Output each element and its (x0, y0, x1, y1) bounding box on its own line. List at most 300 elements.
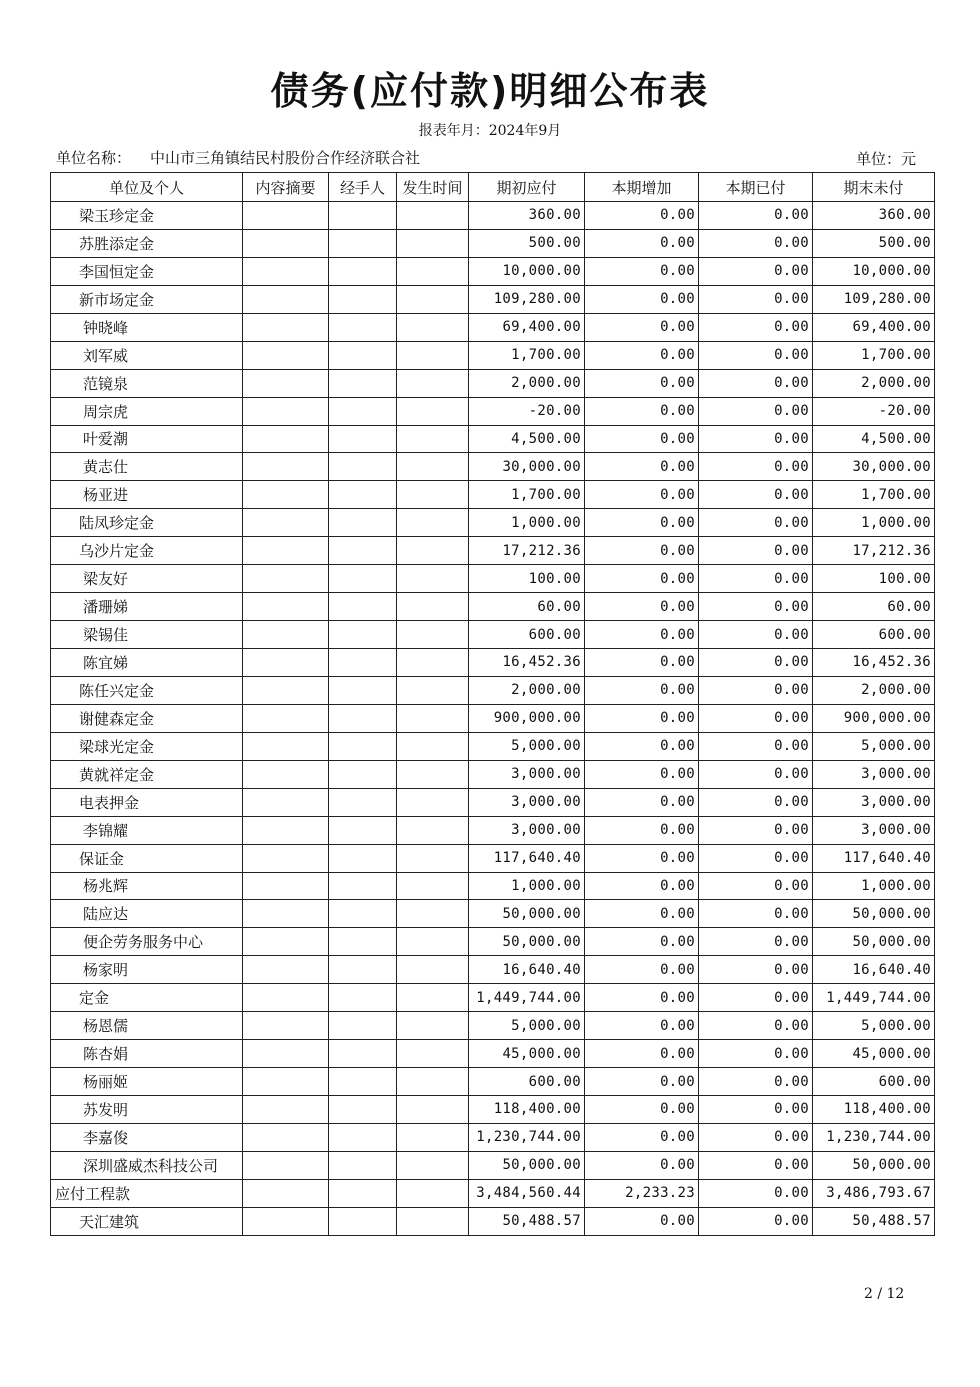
cell-name: 天汇建筑 (51, 1207, 243, 1235)
table-row (51, 760, 935, 788)
cell-period-increase: 0.00 (585, 481, 699, 509)
cell-summary (243, 760, 329, 788)
cell-summary (243, 1012, 329, 1040)
cell-period-paid: 0.00 (699, 900, 813, 928)
cell-opening-payable: 1,000.00 (469, 872, 585, 900)
cell-date (397, 341, 469, 369)
cell-name: 黄志仕 (51, 453, 243, 481)
cell-handler (329, 1068, 397, 1096)
cell-opening-payable: 50,000.00 (469, 1151, 585, 1179)
table-row (51, 593, 935, 621)
cell-date (397, 676, 469, 704)
cell-period-paid: 0.00 (699, 481, 813, 509)
cell-period-paid: 0.00 (699, 928, 813, 956)
table-row (51, 1040, 935, 1068)
cell-closing-unpaid: 1,700.00 (813, 341, 935, 369)
cell-handler (329, 844, 397, 872)
cell-period-increase: 0.00 (585, 1123, 699, 1151)
table-row (51, 676, 935, 704)
cell-opening-payable: 10,000.00 (469, 257, 585, 285)
cell-name: 黄就祥定金 (51, 760, 243, 788)
cell-opening-payable: 69,400.00 (469, 313, 585, 341)
cell-date (397, 425, 469, 453)
cell-closing-unpaid: 360.00 (813, 202, 935, 230)
table-body (51, 202, 935, 1236)
cell-handler (329, 537, 397, 565)
cell-summary (243, 1096, 329, 1124)
report-date: 报表年月：2024年9月 (418, 123, 562, 139)
cell-opening-payable: 1,449,744.00 (469, 984, 585, 1012)
cell-summary (243, 1207, 329, 1235)
cell-closing-unpaid: 69,400.00 (813, 313, 935, 341)
cell-handler (329, 816, 397, 844)
cell-handler (329, 285, 397, 313)
cell-handler (329, 509, 397, 537)
cell-closing-unpaid: 1,700.00 (813, 481, 935, 509)
cell-period-increase: 0.00 (585, 1207, 699, 1235)
cell-opening-payable: 118,400.00 (469, 1096, 585, 1124)
cell-name: 应付工程款 (51, 1179, 243, 1207)
table-row (51, 397, 935, 425)
cell-period-paid: 0.00 (699, 229, 813, 257)
cell-period-increase: 0.00 (585, 760, 699, 788)
table-row (51, 1151, 935, 1179)
cell-period-increase: 0.00 (585, 1151, 699, 1179)
table-row (51, 481, 935, 509)
cell-period-increase: 0.00 (585, 509, 699, 537)
table-row (51, 229, 935, 257)
cell-opening-payable: 16,640.40 (469, 956, 585, 984)
cell-handler (329, 593, 397, 621)
cell-opening-payable: 360.00 (469, 202, 585, 230)
table-row (51, 257, 935, 285)
cell-closing-unpaid: 50,488.57 (813, 1207, 935, 1235)
cell-handler (329, 257, 397, 285)
cell-period-increase: 0.00 (585, 565, 699, 593)
table-row (51, 844, 935, 872)
cell-date (397, 704, 469, 732)
cell-closing-unpaid: 10,000.00 (813, 257, 935, 285)
cell-date (397, 649, 469, 677)
cell-handler (329, 956, 397, 984)
cell-period-increase: 0.00 (585, 984, 699, 1012)
cell-period-increase: 0.00 (585, 202, 699, 230)
cell-opening-payable: 117,640.40 (469, 844, 585, 872)
cell-name: 叶爱潮 (51, 425, 243, 453)
cell-opening-payable: 4,500.00 (469, 425, 585, 453)
cell-summary (243, 788, 329, 816)
cell-date (397, 1151, 469, 1179)
cell-closing-unpaid: 30,000.00 (813, 453, 935, 481)
cell-period-paid: 0.00 (699, 1179, 813, 1207)
cell-name: 保证金 (51, 844, 243, 872)
cell-name: 陆应达 (51, 900, 243, 928)
cell-name: 陆凤珍定金 (51, 509, 243, 537)
cell-closing-unpaid: 5,000.00 (813, 1012, 935, 1040)
cell-period-increase: 0.00 (585, 900, 699, 928)
cell-summary (243, 229, 329, 257)
cell-name: 陈任兴定金 (51, 676, 243, 704)
cell-name: 新市场定金 (51, 285, 243, 313)
cell-summary (243, 928, 329, 956)
cell-closing-unpaid: 900,000.00 (813, 704, 935, 732)
cell-date (397, 285, 469, 313)
cell-name: 杨恩儒 (51, 1012, 243, 1040)
cell-date (397, 369, 469, 397)
cell-summary (243, 369, 329, 397)
cell-date (397, 1123, 469, 1151)
cell-date (397, 1179, 469, 1207)
cell-handler (329, 1123, 397, 1151)
cell-name: 杨亚进 (51, 481, 243, 509)
header-cell: 单位及个人 (51, 173, 243, 202)
cell-name: 梁友好 (51, 565, 243, 593)
table-row (51, 1012, 935, 1040)
cell-period-paid: 0.00 (699, 649, 813, 677)
cell-period-increase: 0.00 (585, 341, 699, 369)
table-row (51, 649, 935, 677)
cell-opening-payable: 2,000.00 (469, 369, 585, 397)
cell-handler (329, 621, 397, 649)
table-row (51, 732, 935, 760)
cell-name: 李国恒定金 (51, 257, 243, 285)
cell-period-paid: 0.00 (699, 676, 813, 704)
cell-name: 陈宜娣 (51, 649, 243, 677)
cell-period-increase: 0.00 (585, 229, 699, 257)
table-row (51, 704, 935, 732)
cell-summary (243, 257, 329, 285)
cell-closing-unpaid: 1,000.00 (813, 872, 935, 900)
cell-closing-unpaid: 600.00 (813, 621, 935, 649)
table-row (51, 565, 935, 593)
cell-period-paid: 0.00 (699, 1123, 813, 1151)
cell-handler (329, 341, 397, 369)
page-title: 债务(应付款)明细公布表 (270, 69, 710, 113)
cell-closing-unpaid: 2,000.00 (813, 676, 935, 704)
cell-period-paid: 0.00 (699, 202, 813, 230)
cell-period-increase: 0.00 (585, 621, 699, 649)
header-cell: 本期已付 (699, 173, 813, 202)
cell-closing-unpaid: 50,000.00 (813, 928, 935, 956)
cell-closing-unpaid: 1,000.00 (813, 509, 935, 537)
cell-handler (329, 397, 397, 425)
cell-date (397, 1040, 469, 1068)
cell-period-paid: 0.00 (699, 788, 813, 816)
cell-opening-payable: 2,000.00 (469, 676, 585, 704)
cell-period-increase: 0.00 (585, 816, 699, 844)
header-cell: 期末未付 (813, 173, 935, 202)
cell-summary (243, 397, 329, 425)
cell-handler (329, 313, 397, 341)
cell-summary (243, 1068, 329, 1096)
cell-closing-unpaid: 16,452.36 (813, 649, 935, 677)
cell-closing-unpaid: 4,500.00 (813, 425, 935, 453)
cell-name: 陈杏娟 (51, 1040, 243, 1068)
table-row (51, 453, 935, 481)
cell-summary (243, 481, 329, 509)
cell-period-paid: 0.00 (699, 1096, 813, 1124)
cell-date (397, 788, 469, 816)
cell-name: 李嘉俊 (51, 1123, 243, 1151)
cell-date (397, 1068, 469, 1096)
cell-date (397, 565, 469, 593)
cell-handler (329, 481, 397, 509)
cell-period-paid: 0.00 (699, 257, 813, 285)
cell-opening-payable: 50,000.00 (469, 900, 585, 928)
cell-date (397, 481, 469, 509)
cell-date (397, 928, 469, 956)
cell-date (397, 257, 469, 285)
cell-name: 刘军威 (51, 341, 243, 369)
cell-name: 谢健森定金 (51, 704, 243, 732)
cell-summary (243, 1179, 329, 1207)
cell-closing-unpaid: 3,486,793.67 (813, 1179, 935, 1207)
cell-closing-unpaid: 1,449,744.00 (813, 984, 935, 1012)
table-row (51, 621, 935, 649)
cell-period-increase: 0.00 (585, 872, 699, 900)
cell-date (397, 621, 469, 649)
cell-name: 梁锡佳 (51, 621, 243, 649)
unit-name-label: 单位名称： (56, 149, 132, 167)
cell-name: 苏胜添定金 (51, 229, 243, 257)
cell-handler (329, 1012, 397, 1040)
cell-handler (329, 984, 397, 1012)
cell-period-increase: 0.00 (585, 676, 699, 704)
cell-closing-unpaid: 3,000.00 (813, 788, 935, 816)
cell-period-paid: 0.00 (699, 537, 813, 565)
payables-table (50, 172, 935, 1236)
table-row (51, 1207, 935, 1235)
cell-handler (329, 369, 397, 397)
cell-date (397, 509, 469, 537)
cell-period-paid: 0.00 (699, 704, 813, 732)
cell-closing-unpaid: 16,640.40 (813, 956, 935, 984)
cell-closing-unpaid: 3,000.00 (813, 816, 935, 844)
cell-period-increase: 0.00 (585, 1096, 699, 1124)
cell-period-increase: 0.00 (585, 844, 699, 872)
cell-handler (329, 760, 397, 788)
cell-name: 李锦耀 (51, 816, 243, 844)
cell-name: 杨家明 (51, 956, 243, 984)
cell-handler (329, 1040, 397, 1068)
cell-name: 潘珊娣 (51, 593, 243, 621)
table-row (51, 313, 935, 341)
cell-opening-payable: 3,484,560.44 (469, 1179, 585, 1207)
cell-period-increase: 0.00 (585, 649, 699, 677)
cell-period-paid: 0.00 (699, 425, 813, 453)
cell-handler (329, 704, 397, 732)
cell-summary (243, 844, 329, 872)
cell-period-paid: 0.00 (699, 1068, 813, 1096)
cell-date (397, 453, 469, 481)
cell-closing-unpaid: 45,000.00 (813, 1040, 935, 1068)
cell-summary (243, 202, 329, 230)
cell-handler (329, 649, 397, 677)
cell-closing-unpaid: 600.00 (813, 1068, 935, 1096)
cell-summary (243, 285, 329, 313)
table-row (51, 984, 935, 1012)
table-row (51, 956, 935, 984)
cell-period-paid: 0.00 (699, 1012, 813, 1040)
cell-date (397, 313, 469, 341)
cell-opening-payable: 60.00 (469, 593, 585, 621)
cell-name: 杨兆辉 (51, 872, 243, 900)
table-row (51, 1068, 935, 1096)
cell-period-paid: 0.00 (699, 760, 813, 788)
cell-period-paid: 0.00 (699, 509, 813, 537)
cell-date (397, 900, 469, 928)
cell-closing-unpaid: 2,000.00 (813, 369, 935, 397)
cell-period-paid: 0.00 (699, 732, 813, 760)
cell-period-paid: 0.00 (699, 341, 813, 369)
cell-period-paid: 0.00 (699, 593, 813, 621)
cell-period-increase: 0.00 (585, 425, 699, 453)
table-row (51, 285, 935, 313)
cell-closing-unpaid: 118,400.00 (813, 1096, 935, 1124)
cell-summary (243, 537, 329, 565)
cell-period-paid: 0.00 (699, 453, 813, 481)
cell-handler (329, 453, 397, 481)
cell-name: 深圳盛威杰科技公司 (51, 1151, 243, 1179)
cell-summary (243, 816, 329, 844)
cell-summary (243, 900, 329, 928)
cell-opening-payable: 3,000.00 (469, 816, 585, 844)
table-row (51, 537, 935, 565)
cell-opening-payable: 1,230,744.00 (469, 1123, 585, 1151)
cell-period-increase: 0.00 (585, 453, 699, 481)
cell-handler (329, 202, 397, 230)
cell-period-paid: 0.00 (699, 816, 813, 844)
table-row (51, 1096, 935, 1124)
cell-summary (243, 704, 329, 732)
cell-opening-payable: 1,700.00 (469, 341, 585, 369)
cell-handler (329, 425, 397, 453)
table-row (51, 202, 935, 230)
cell-period-increase: 0.00 (585, 732, 699, 760)
cell-date (397, 202, 469, 230)
cell-name: 梁球光定金 (51, 732, 243, 760)
cell-summary (243, 425, 329, 453)
cell-name: 杨丽姬 (51, 1068, 243, 1096)
cell-summary (243, 313, 329, 341)
cell-closing-unpaid: 500.00 (813, 229, 935, 257)
table-row (51, 900, 935, 928)
cell-closing-unpaid: 60.00 (813, 593, 935, 621)
cell-opening-payable: 5,000.00 (469, 732, 585, 760)
cell-summary (243, 1151, 329, 1179)
cell-opening-payable: 5,000.00 (469, 1012, 585, 1040)
cell-summary (243, 956, 329, 984)
cell-handler (329, 788, 397, 816)
cell-period-increase: 0.00 (585, 285, 699, 313)
table-row (51, 369, 935, 397)
header-cell: 发生时间 (397, 173, 469, 202)
cell-handler (329, 565, 397, 593)
cell-summary (243, 621, 329, 649)
cell-closing-unpaid: 117,640.40 (813, 844, 935, 872)
cell-closing-unpaid: 5,000.00 (813, 732, 935, 760)
cell-date (397, 984, 469, 1012)
cell-opening-payable: 900,000.00 (469, 704, 585, 732)
page-number: 2 / 12 (864, 1286, 905, 1302)
cell-period-increase: 0.00 (585, 1040, 699, 1068)
cell-period-paid: 0.00 (699, 369, 813, 397)
cell-summary (243, 1040, 329, 1068)
cell-opening-payable: 500.00 (469, 229, 585, 257)
cell-period-increase: 0.00 (585, 704, 699, 732)
cell-summary (243, 453, 329, 481)
table-row (51, 341, 935, 369)
cell-summary (243, 509, 329, 537)
cell-period-paid: 0.00 (699, 844, 813, 872)
cell-handler (329, 1096, 397, 1124)
cell-opening-payable: 3,000.00 (469, 760, 585, 788)
table-row (51, 425, 935, 453)
cell-period-increase: 0.00 (585, 313, 699, 341)
header-cell: 期初应付 (469, 173, 585, 202)
cell-date (397, 816, 469, 844)
cell-closing-unpaid: 50,000.00 (813, 900, 935, 928)
cell-summary (243, 676, 329, 704)
table-header-row (51, 173, 935, 202)
cell-summary (243, 565, 329, 593)
cell-handler (329, 1179, 397, 1207)
cell-period-increase: 0.00 (585, 928, 699, 956)
table-row (51, 816, 935, 844)
cell-closing-unpaid: 109,280.00 (813, 285, 935, 313)
cell-date (397, 229, 469, 257)
cell-period-increase: 0.00 (585, 397, 699, 425)
cell-name: 周宗虎 (51, 397, 243, 425)
cell-closing-unpaid: 50,000.00 (813, 1151, 935, 1179)
cell-period-paid: 0.00 (699, 285, 813, 313)
cell-opening-payable: 100.00 (469, 565, 585, 593)
currency-unit: 单位：元 (856, 150, 917, 168)
table-row (51, 1123, 935, 1151)
cell-handler (329, 872, 397, 900)
cell-name: 钟晓峰 (51, 313, 243, 341)
cell-name: 电表押金 (51, 788, 243, 816)
cell-period-paid: 0.00 (699, 1040, 813, 1068)
cell-opening-payable: 3,000.00 (469, 788, 585, 816)
cell-period-paid: 0.00 (699, 1151, 813, 1179)
cell-summary (243, 984, 329, 1012)
cell-date (397, 1012, 469, 1040)
cell-opening-payable: 50,488.57 (469, 1207, 585, 1235)
cell-summary (243, 593, 329, 621)
cell-date (397, 593, 469, 621)
cell-name: 便企劳务服务中心 (51, 928, 243, 956)
cell-period-paid: 0.00 (699, 621, 813, 649)
cell-closing-unpaid: 1,230,744.00 (813, 1123, 935, 1151)
cell-period-paid: 0.00 (699, 872, 813, 900)
cell-name: 梁玉珍定金 (51, 202, 243, 230)
cell-date (397, 397, 469, 425)
cell-period-paid: 0.00 (699, 956, 813, 984)
cell-period-paid: 0.00 (699, 313, 813, 341)
cell-period-increase: 0.00 (585, 956, 699, 984)
cell-handler (329, 732, 397, 760)
cell-opening-payable: 30,000.00 (469, 453, 585, 481)
cell-name: 苏发明 (51, 1096, 243, 1124)
cell-period-increase: 0.00 (585, 593, 699, 621)
unit-name-value: 中山市三角镇结民村股份合作经济联合社 (150, 149, 421, 167)
cell-period-paid: 0.00 (699, 984, 813, 1012)
cell-opening-payable: 17,212.36 (469, 537, 585, 565)
cell-period-paid: 0.00 (699, 1207, 813, 1235)
table-row (51, 1179, 935, 1207)
cell-period-increase: 0.00 (585, 537, 699, 565)
